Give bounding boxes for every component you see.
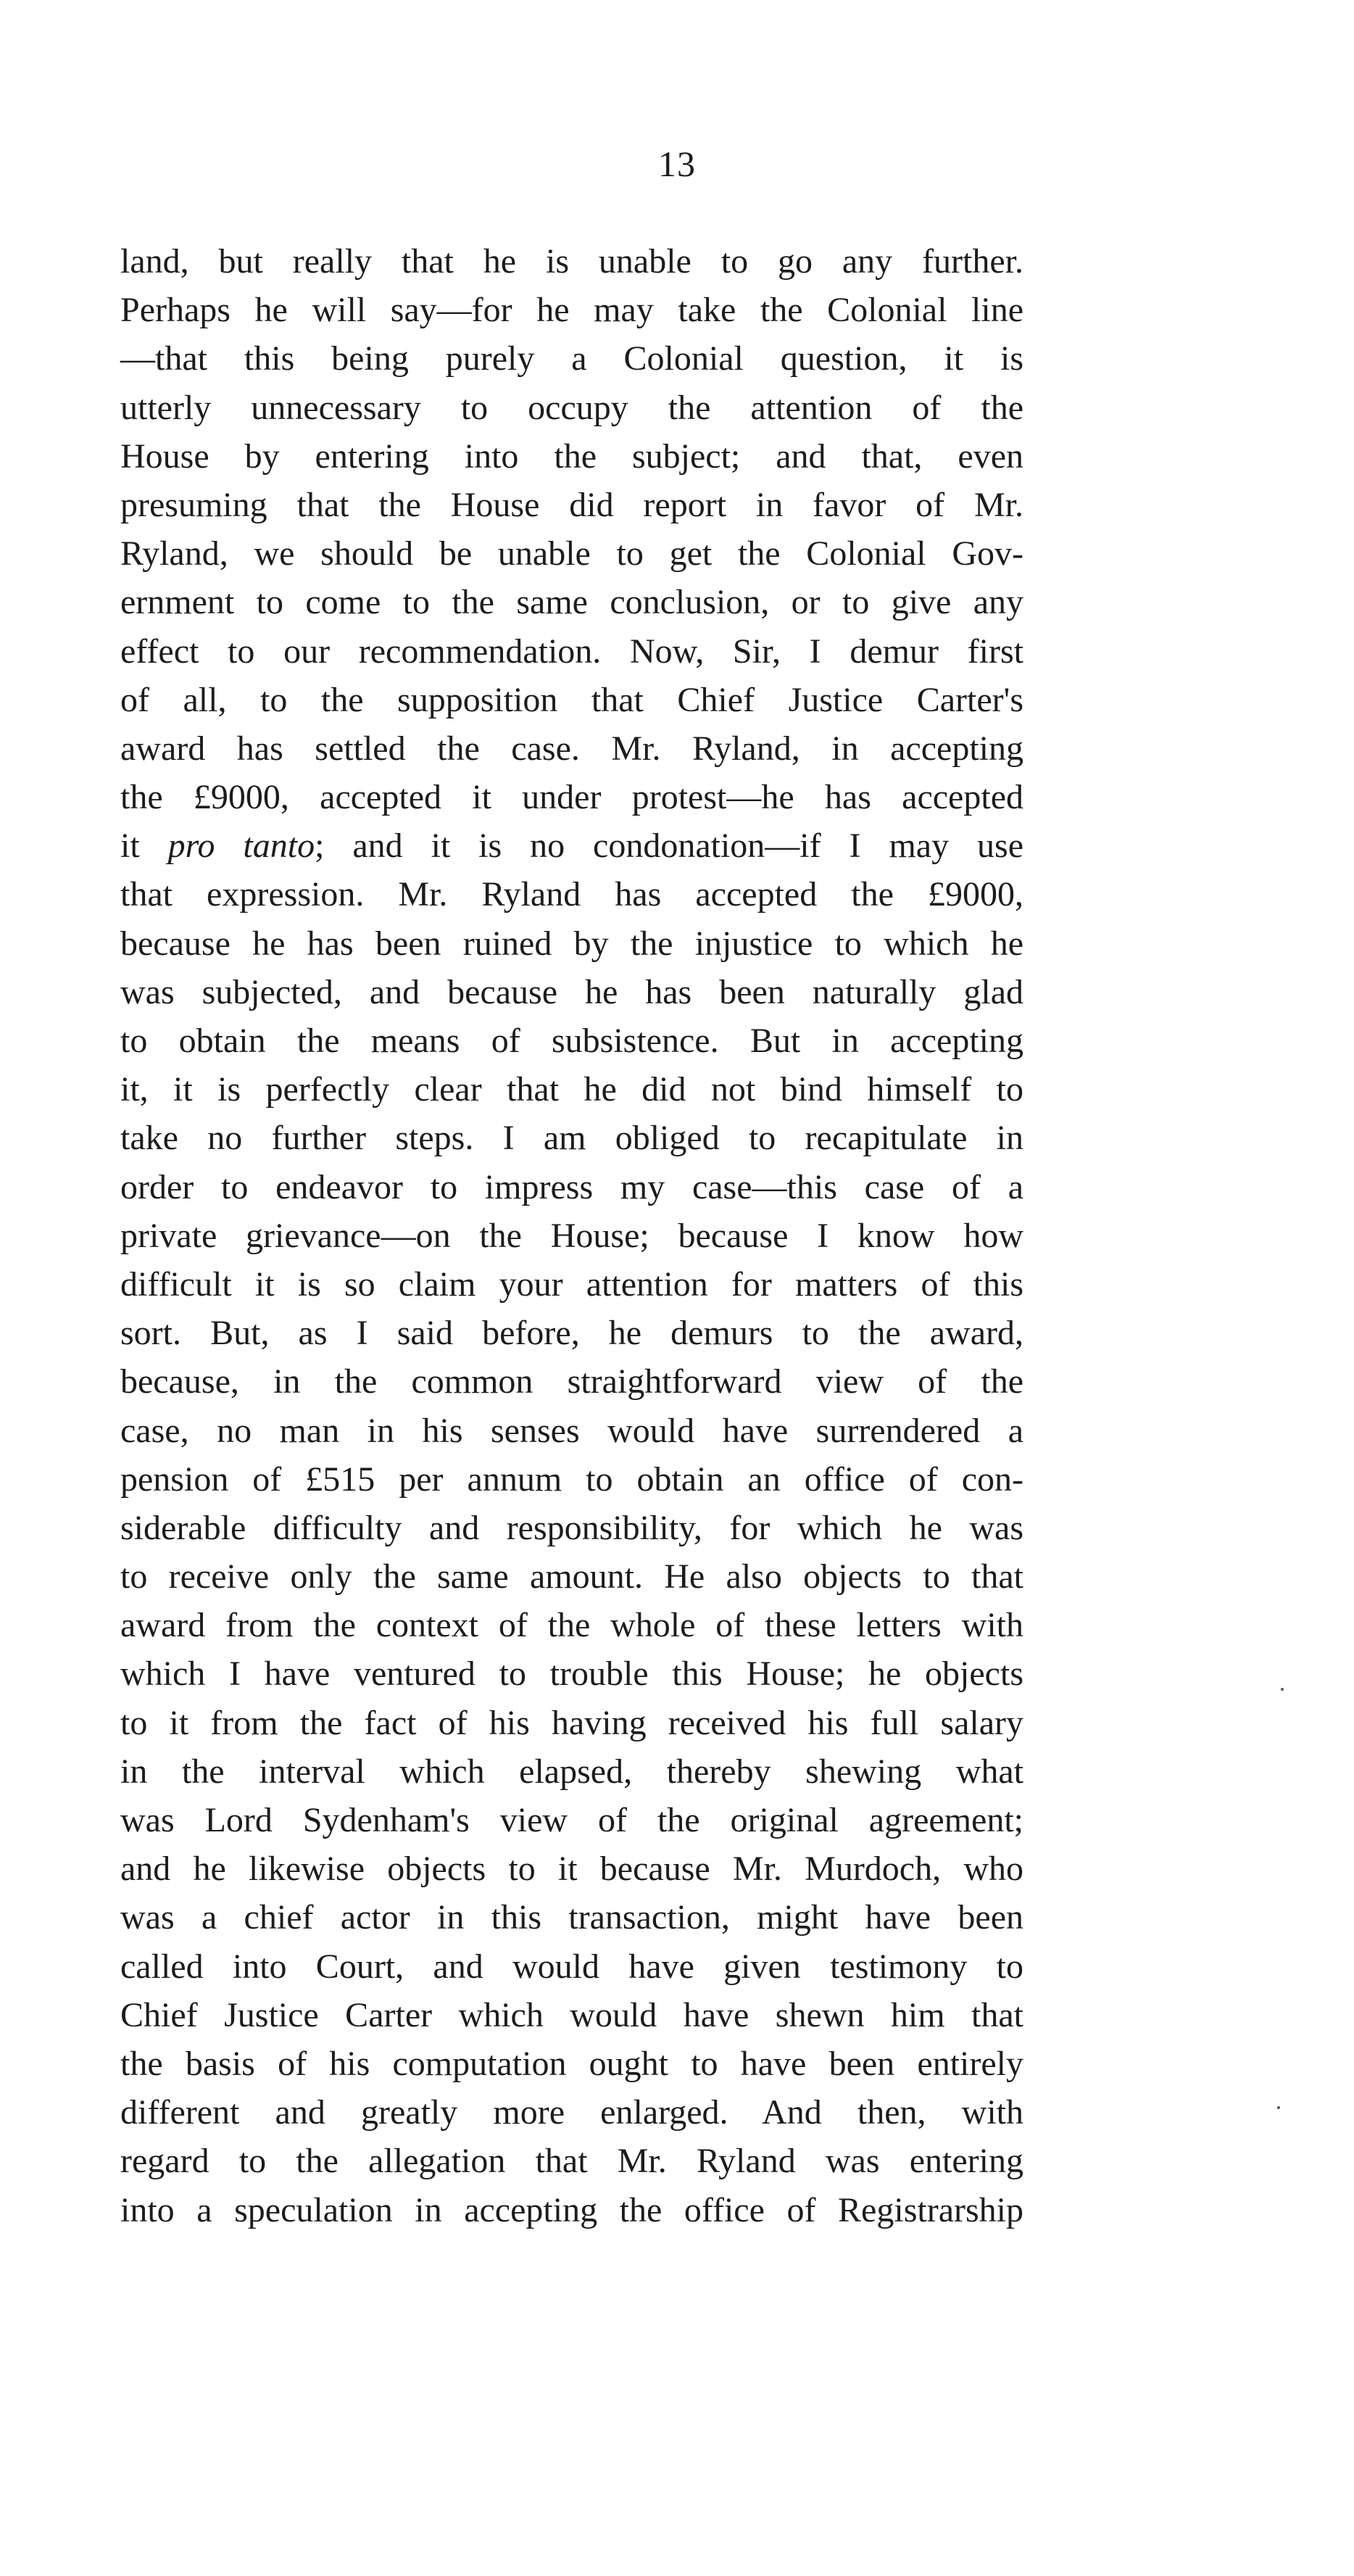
italic-phrase: pro tanto [167, 827, 315, 866]
text-line-19: take no further steps. I am obliged to recapitulate in [120, 1119, 1023, 1158]
text-line-6: presuming that the House did report in favor of Mr. [120, 485, 1023, 524]
text-line-37: Chief Justice Carter which would have shewn him that [120, 1995, 1023, 2034]
text-line-35: was a chief actor in this transaction, might have been [120, 1898, 1023, 1937]
page-number: 13 [658, 144, 696, 184]
text-line-12: the £9000, accepted it under protest—he has accepted [120, 778, 1023, 817]
text-line-13: it pro tanto; and it is no condonation—if I may use [120, 827, 1023, 866]
text-line-38: the basis of his computation ought to have been entirely [120, 2044, 1023, 2083]
text-line-24: because, in the common straightforward view of the [120, 1362, 1023, 1401]
text-line-36: called into Court, and would have given testimony to [120, 1947, 1023, 1986]
text-line-34: and he likewise objects to it because Mr. Murdoch, who [120, 1850, 1023, 1889]
body-text [120, 237, 1023, 2235]
text-line-41: into a speculation in accepting the office of Registrarship [120, 2190, 1023, 2229]
text-line-27: siderable difficulty and responsibility, for which he was [120, 1508, 1023, 1547]
text-line-11: award has settled the case. Mr. Ryland, in accepting [120, 729, 1023, 768]
text-line-20: order to endeavor to impress my case—this case of a [120, 1167, 1023, 1206]
text-line-18: it, it is perfectly clear that he did not bind himself to [120, 1070, 1023, 1109]
scan-speck [1281, 1688, 1284, 1691]
text-line-40: regard to the allegation that Mr. Ryland was entering [120, 2142, 1023, 2181]
text-line-29: award from the context of the whole of these letters with [120, 1606, 1023, 1645]
scan-speck [1277, 2106, 1280, 2109]
text-line-5: House by entering into the subject; and that, even [120, 436, 1023, 476]
text-line-7: Ryland, we should be unable to get the Colonial Gov- [120, 534, 1023, 573]
text-line-28: to receive only the same amount. He also objects to that [120, 1557, 1023, 1596]
text-line-39: different and greatly more enlarged. And then, with [120, 2093, 1023, 2132]
text-line-8: ernment to come to the same conclusion, or to give any [120, 583, 1023, 622]
text-line-22: difficult it is so claim your attention for matters of this [120, 1264, 1023, 1304]
text-line-23: sort. But, as I said before, he demurs to the award, [120, 1314, 1023, 1353]
text-line-3: —that this being purely a Colonial question, it is [120, 339, 1023, 378]
text-line-4: utterly unnecessary to occupy the attention of the [120, 388, 1023, 427]
text-line-33: was Lord Sydenham's view of the original agreement; [120, 1801, 1023, 1839]
text-line-10: of all, to the supposition that Chief Justice Carter's [120, 680, 1023, 719]
text-line-25: case, no man in his senses would have surrendered a [120, 1411, 1023, 1450]
text-line-2: Perhaps he will say—for he may take the Colonial line [120, 291, 1023, 330]
text-line-14: that expression. Mr. Ryland has accepted the £9000, [120, 875, 1023, 914]
text-line-32: in the interval which elapsed, thereby shewing what [120, 1752, 1023, 1791]
text-line-31: to it from the fact of his having received his full salary [120, 1703, 1023, 1742]
text-line-1: land, but really that he is unable to go any further. [120, 242, 1023, 281]
text-line-30: which I have ventured to trouble this House; he objects [120, 1654, 1023, 1694]
text-line-9: effect to our recommendation. Now, Sir, I demur first [120, 631, 1023, 671]
text-line-16: was subjected, and because he has been naturally glad [120, 972, 1023, 1011]
text-line-26: pension of £515 per annum to obtain an office of con- [120, 1459, 1023, 1499]
text-line-15: because he has been ruined by the injustice to which he [120, 924, 1023, 963]
text-line-17: to obtain the means of subsistence. But in accepting [120, 1022, 1023, 1060]
text-line-21: private grievance—on the House; because I know how [120, 1216, 1023, 1255]
